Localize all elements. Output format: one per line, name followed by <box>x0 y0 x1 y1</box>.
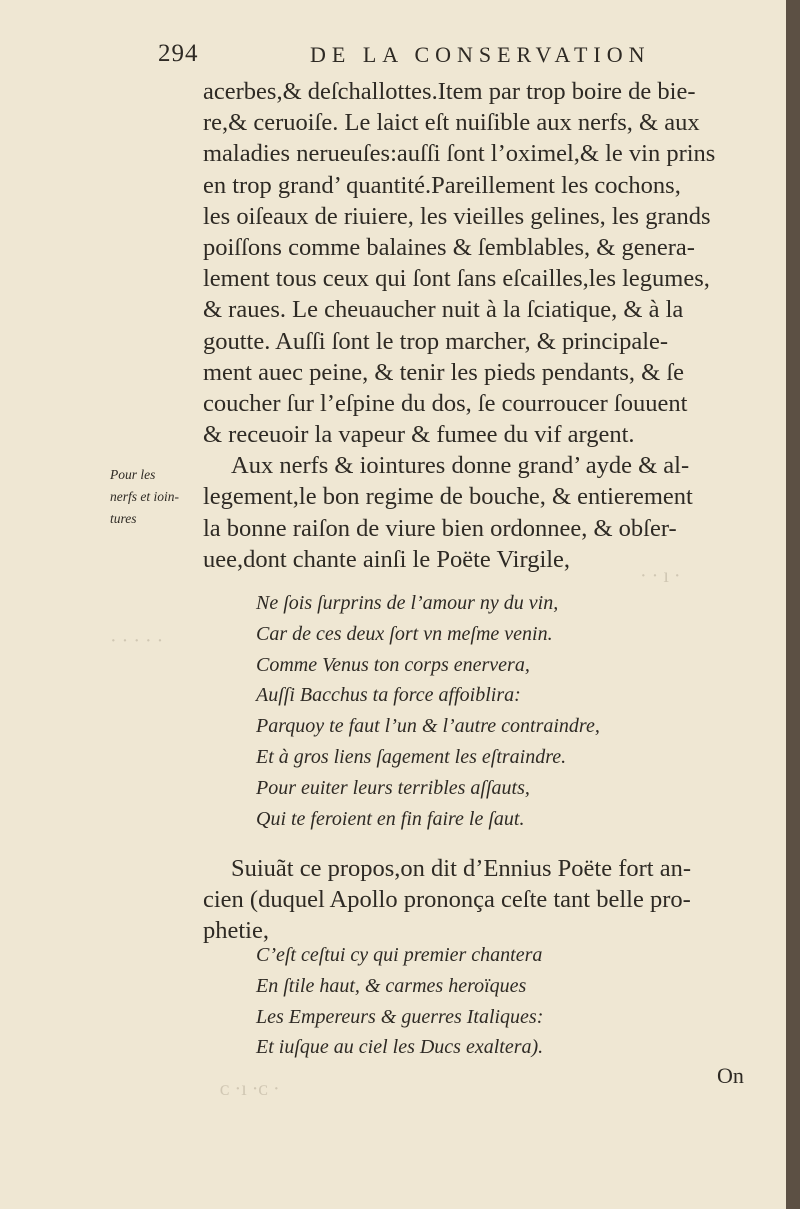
text-line: legement,le bon regime de bouche, & entierement <box>203 483 693 511</box>
text-line: phetie, <box>203 917 269 944</box>
verse-line: Ne ſois ſurprins de l’amour ny du vin, <box>256 592 559 614</box>
text-line: poiſſons comme balaines & ſemblables, & genera- <box>203 233 695 261</box>
text-line: re,& ceruoiſe. Le laict eſt nuiſible aux nerfs, & aux <box>203 109 700 137</box>
text-line: & raues. Le cheuaucher nuit à la ſciatique, & à la <box>203 296 684 324</box>
show-through-mark: · · ı · <box>640 565 681 587</box>
page-edge <box>786 0 800 1209</box>
verse-line: Auſſi Bacchus ta force affoiblira: <box>256 684 521 707</box>
verse-ennius <box>256 940 756 1063</box>
margin-note-line: tures <box>110 511 137 526</box>
verse-line: Parquoy te faut l’un & l’autre contraindre, <box>256 715 600 738</box>
text-line: ment auec peine, & tenir les pieds pendants, & ſe <box>203 358 685 386</box>
catchword: On <box>717 1063 744 1088</box>
text-line: & receuoir la vapeur & fumee du vif argent. <box>203 421 635 449</box>
text-line: en trop grand’ quantité.Pareillement les cochons, <box>203 171 681 199</box>
verse-line: Et à gros liens ſagement les eſtraindre. <box>256 745 567 768</box>
text-line: la bonne raiſon de viure bien ordonnee, & obſer- <box>203 514 677 542</box>
margin-note-line: Pour les <box>110 467 156 482</box>
margin-note-line: nerfs et ioin- <box>110 489 179 504</box>
show-through-mark: ᴄ ·ı ·ᴄ · <box>220 1078 280 1100</box>
page-number: 294 <box>158 40 199 67</box>
verse-line: Qui te feroient en fin faire le ſaut. <box>256 807 525 830</box>
verse-virgil <box>256 588 756 834</box>
text-line: les oiſeaux de riuiere, les vieilles gelines, les grands <box>203 202 711 230</box>
second-paragraph <box>203 853 775 946</box>
text-line: cien (duquel Apollo prononça ceſte tant belle pro- <box>203 886 691 913</box>
page-header <box>158 40 688 74</box>
text-line: coucher ſur l’eſpine du dos, ſe courroucer ſouuent <box>203 389 688 417</box>
verse-line: Comme Venus ton corps enervera, <box>256 653 530 676</box>
text-line: acerbes,& deſchallottes.Item par trop boire de bie- <box>203 78 696 105</box>
text-line: lement tous ceux qui ſont ſans eſcailles,les legumes, <box>203 265 710 293</box>
main-text <box>203 76 775 575</box>
verse-line: Pour euiter leurs terribles aſſauts, <box>256 776 530 799</box>
running-head: DE LA CONSERVATION <box>310 42 651 67</box>
verse-line: Et iuſque au ciel les Ducs exaltera). <box>256 1036 544 1059</box>
text-line: maladies nerueuſes:auſſi ſont l’oximel,& le vin prins <box>203 140 716 168</box>
text-line: Suiuãt ce propos,on dit d’Ennius Poëte fort an- <box>231 855 691 882</box>
verse-line: Car de ces deux ſort vn meſme venin. <box>256 622 553 645</box>
text-line: goutte. Auſſi ſont le trop marcher, & principale- <box>203 327 669 355</box>
verse-line: C’eſt ceſtui cy qui premier chantera <box>256 944 543 966</box>
margin-note <box>110 464 200 530</box>
verse-line: En ſtile haut, & carmes heroïques <box>256 974 527 997</box>
verse-line: Les Empereurs & guerres Italiques: <box>256 1005 544 1028</box>
text-line: Aux nerfs & iointures donne grand’ ayde & al- <box>231 452 690 480</box>
show-through-mark: · · · · · <box>110 630 164 652</box>
text-line: uee,dont chante ainſi le Poëte Virgile, <box>203 545 571 573</box>
